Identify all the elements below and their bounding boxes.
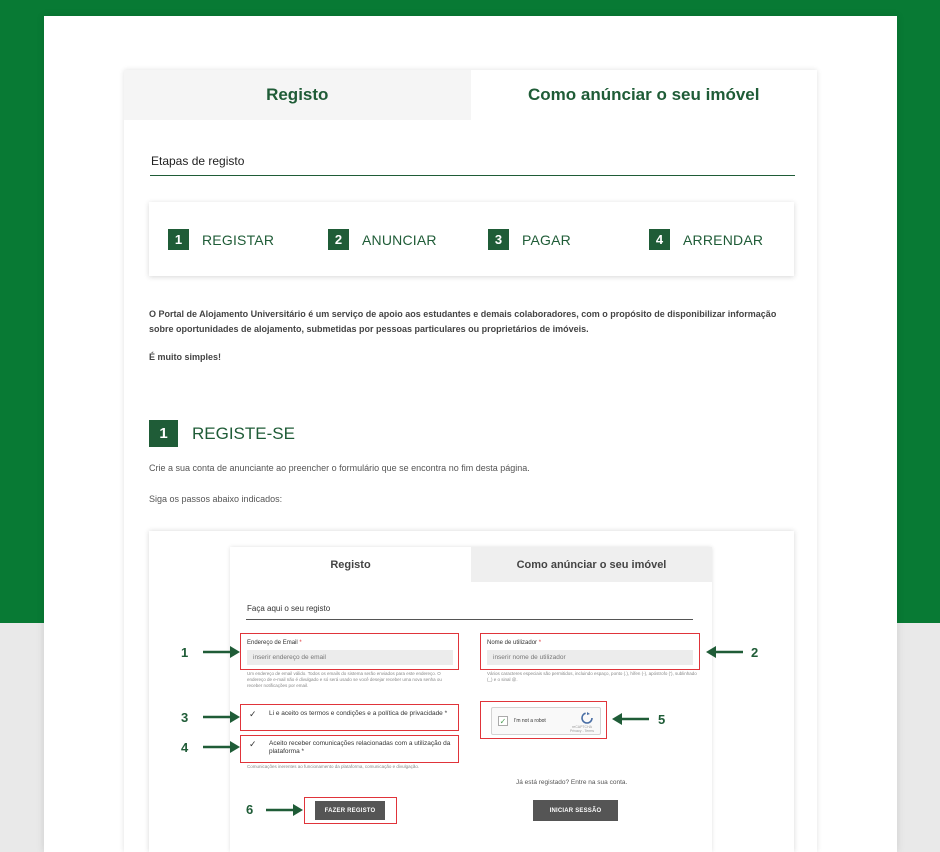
step-number: 4 xyxy=(649,229,670,250)
annotation-5: 5 xyxy=(658,712,666,727)
required-mark: * xyxy=(538,640,542,646)
main-tabs xyxy=(124,70,817,120)
section-title: Etapas de registo xyxy=(151,154,245,168)
step-label: ARRENDAR xyxy=(683,231,764,248)
form-title: Faça aqui o seu registo xyxy=(247,604,331,613)
arrow-right-icon xyxy=(203,646,241,658)
register-instruction: Crie a sua conta de anunciante ao preencher o formulário que se encontra no fim desta página. xyxy=(149,463,530,473)
step-anunciar xyxy=(328,229,437,250)
required-mark: * xyxy=(299,640,302,646)
tab-como-anunciar[interactable]: Como anúnciar o seu imóvel xyxy=(471,70,818,120)
recaptcha-widget[interactable] xyxy=(491,707,601,735)
simple-text: É muito simples! xyxy=(149,352,222,362)
step-registar xyxy=(168,229,274,250)
content-panel xyxy=(124,70,817,852)
comms-label: Aceito receber comunicações relacionadas com a utilização da plataforma * xyxy=(269,740,451,755)
register-button[interactable]: FAZER REGISTO xyxy=(315,801,385,820)
already-registered-text: Já está registado? Entre na sua conta. xyxy=(516,779,628,786)
username-help: Vários caracteres especiais são permitidos, incluindo espaço, ponto (.), hífen (-), apóstrofo ('), sublinhado (_) e o sinal @. xyxy=(487,671,697,682)
username-label-text: Nome de utilizador xyxy=(487,640,538,646)
annotation-6: 6 xyxy=(246,802,254,817)
step-number: 3 xyxy=(488,229,509,250)
email-label xyxy=(247,640,302,646)
recaptcha-icon xyxy=(580,711,594,725)
arrow-left-icon xyxy=(705,646,743,658)
arrow-right-icon xyxy=(203,741,241,753)
step-label: ANUNCIAR xyxy=(362,231,437,248)
terms-label: Li e aceito os termos e condições e a política de privacidade * xyxy=(269,710,448,717)
recaptcha-label: I'm not a robot xyxy=(514,718,546,724)
annotation-3: 3 xyxy=(181,710,189,725)
comms-checkbox-row[interactable] xyxy=(249,740,454,756)
form-divider xyxy=(246,619,693,620)
username-label xyxy=(487,640,541,646)
comms-help: Comunicações inerentes ao funcionamento da plataforma, comunicação e divulgação. xyxy=(247,764,420,769)
form-tab-como-anunciar: Como anúnciar o seu imóvel xyxy=(471,547,712,582)
recaptcha-footer: reCAPTCHA Privacy - Terms xyxy=(570,725,595,733)
arrow-right-icon xyxy=(203,711,241,723)
tab-registo[interactable]: Registo xyxy=(124,70,471,120)
section-divider xyxy=(150,175,795,176)
annotation-2: 2 xyxy=(751,645,759,660)
step-number: 2 xyxy=(328,229,349,250)
annotation-1: 1 xyxy=(181,645,189,660)
step-pagar xyxy=(488,229,571,250)
steps-box xyxy=(149,202,794,276)
email-label-text: Endereço de Email xyxy=(247,640,298,646)
step-number: 1 xyxy=(168,229,189,250)
intro-text: O Portal de Alojamento Universitário é um serviço de apoio aos estudantes e demais colaboradores, com o propósito de disponibilizar informação sobre oportunidades de alojamento, submetidas por pessoas particulares ou proprietários de imóveis. xyxy=(149,309,777,334)
page-card xyxy=(44,16,897,852)
arrow-left-icon xyxy=(611,713,649,725)
annotation-4: 4 xyxy=(181,740,189,755)
form-tabs xyxy=(230,547,712,582)
captcha-highlight xyxy=(480,701,607,739)
email-input[interactable]: inserir endereço de email xyxy=(247,650,453,665)
register-number: 1 xyxy=(149,420,178,447)
register-steps-intro: Siga os passos abaixo indicados: xyxy=(149,494,283,504)
recaptcha-checkbox[interactable]: ✓ xyxy=(499,717,507,726)
step-label: REGISTAR xyxy=(202,231,275,248)
register-title: REGISTE-SE xyxy=(192,423,295,443)
email-help: Um endereço de email válido. Todos os emails do sistema serão enviados para este endereço. O endereço de e-mail não é divulgado e só será usado se você desejar receber uma nova senha ou receber notificações por email. xyxy=(247,671,442,688)
form-tab-registo: Registo xyxy=(230,547,471,582)
step-arrendar xyxy=(649,229,763,250)
arrow-right-icon xyxy=(266,804,304,816)
username-input[interactable]: inserir nome de utilizador xyxy=(487,650,693,665)
check-icon[interactable]: ✓ xyxy=(249,709,257,719)
register-heading xyxy=(149,420,295,447)
terms-checkbox-row[interactable] xyxy=(249,710,454,720)
check-icon[interactable]: ✓ xyxy=(249,739,257,749)
login-button[interactable]: INICIAR SESSÃO xyxy=(533,800,618,821)
step-label: PAGAR xyxy=(522,231,571,248)
